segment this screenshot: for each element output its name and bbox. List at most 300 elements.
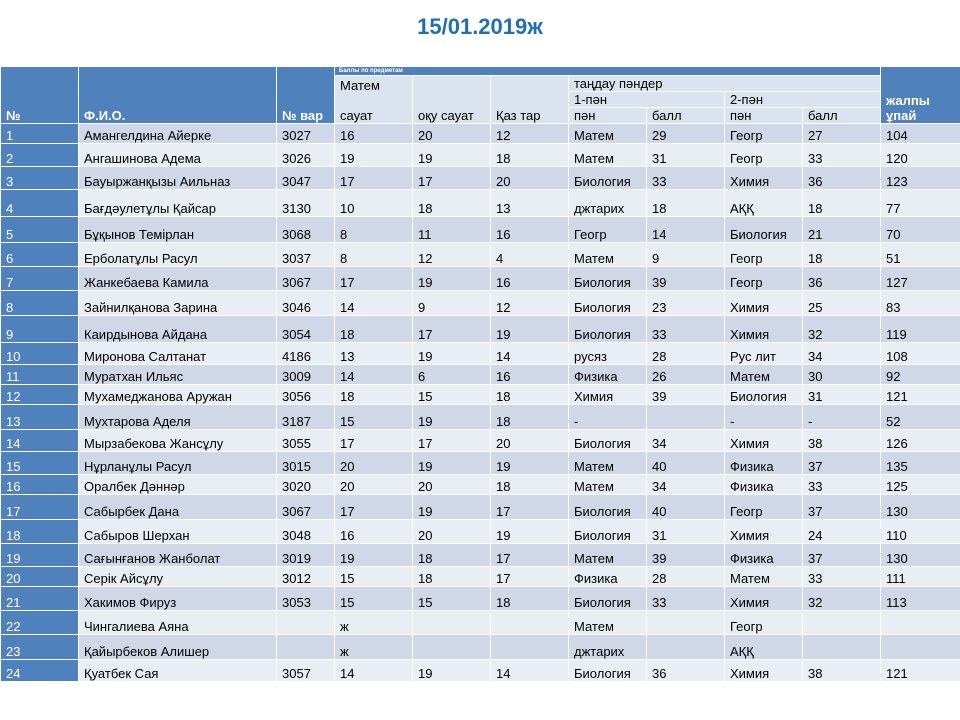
cell-subject2: Геогр	[725, 124, 803, 144]
cell-name: Амангелдина Айерке	[79, 124, 277, 144]
cell-math-literacy: 14	[335, 291, 413, 316]
cell-subject1: джтарих	[569, 635, 647, 660]
cell-subject1-score: 26	[647, 365, 725, 385]
cell-subject1: Физика	[569, 365, 647, 385]
cell-variant: 3054	[277, 316, 335, 343]
cell-subject1: Биология	[569, 495, 647, 520]
header-name: Ф.И.О.	[79, 67, 277, 124]
cell-name: Мухамеджанова Аружан	[79, 385, 277, 405]
cell-variant: 3056	[277, 385, 335, 405]
cell-total: 113	[881, 587, 960, 611]
cell-subject2: Химия	[725, 430, 803, 452]
cell-math-literacy: 13	[335, 343, 413, 365]
cell-subject2: Биология	[725, 217, 803, 243]
cell-subject2: АҚҚ	[725, 635, 803, 660]
cell-subject2-score: 32	[803, 316, 881, 343]
cell-math-literacy: 16	[335, 520, 413, 544]
cell-history: 16	[491, 365, 569, 385]
cell-subject1-score: 29	[647, 124, 725, 144]
cell-subject2: Химия	[725, 587, 803, 611]
cell-name: Зайнилқанова Зарина	[79, 291, 277, 316]
cell-variant: 3047	[277, 167, 335, 190]
cell-subject2-score: 18	[803, 190, 881, 217]
table-row	[1, 343, 960, 365]
cell-math-literacy: 10	[335, 190, 413, 217]
cell-math-literacy: 14	[335, 660, 413, 682]
cell-subject1-score	[647, 405, 725, 430]
cell-subject2-score: 31	[803, 385, 881, 405]
cell-name: Ангашинова Адема	[79, 144, 277, 167]
cell-history: 17	[491, 495, 569, 520]
cell-total: 121	[881, 385, 960, 405]
cell-reading-literacy: 17	[413, 167, 491, 190]
cell-no: 7	[1, 267, 79, 291]
cell-subject2-score: 18	[803, 243, 881, 267]
table-row	[1, 544, 960, 567]
cell-variant: 4186	[277, 343, 335, 365]
cell-no: 21	[1, 587, 79, 611]
cell-math-literacy: 15	[335, 405, 413, 430]
cell-no: 24	[1, 660, 79, 682]
cell-subject2-score: 27	[803, 124, 881, 144]
cell-subject1-score: 9	[647, 243, 725, 267]
cell-reading-literacy: 19	[413, 267, 491, 291]
cell-math-literacy: 17	[335, 430, 413, 452]
cell-subject2: Биология	[725, 385, 803, 405]
cell-history: 17	[491, 567, 569, 587]
cell-subject1-score: 34	[647, 475, 725, 495]
cell-subject1: Матем	[569, 452, 647, 475]
header-subject1-name: пән	[569, 108, 647, 124]
cell-variant: 3130	[277, 190, 335, 217]
cell-subject2: Химия	[725, 167, 803, 190]
cell-subject1-score: 39	[647, 544, 725, 567]
cell-reading-literacy: 19	[413, 495, 491, 520]
cell-subject1: Биология	[569, 267, 647, 291]
cell-reading-literacy	[413, 635, 491, 660]
cell-math-literacy: 17	[335, 495, 413, 520]
table-row	[1, 495, 960, 520]
cell-no: 17	[1, 495, 79, 520]
table-row	[1, 430, 960, 452]
cell-history: 16	[491, 267, 569, 291]
cell-variant: 3067	[277, 267, 335, 291]
cell-reading-literacy: 9	[413, 291, 491, 316]
cell-subject2: Геогр	[725, 611, 803, 635]
cell-subject2: -	[725, 405, 803, 430]
cell-subject1-score: 36	[647, 660, 725, 682]
cell-variant: 3057	[277, 660, 335, 682]
cell-subject2-score: 38	[803, 430, 881, 452]
table-row	[1, 190, 960, 217]
cell-total: 92	[881, 365, 960, 385]
cell-total: 120	[881, 144, 960, 167]
cell-math-literacy: 8	[335, 243, 413, 267]
cell-subject2: Геогр	[725, 144, 803, 167]
cell-no: 8	[1, 291, 79, 316]
header-math-literacy	[335, 76, 413, 124]
cell-subject1-score: 31	[647, 520, 725, 544]
cell-math-literacy: 19	[335, 144, 413, 167]
cell-reading-literacy: 17	[413, 430, 491, 452]
cell-subject1-score	[647, 611, 725, 635]
header-subject2-score: балл	[803, 108, 881, 124]
cell-name: Оралбек Дәннәр	[79, 475, 277, 495]
cell-subject1-score: 28	[647, 567, 725, 587]
cell-subject1: Химия	[569, 385, 647, 405]
cell-history	[491, 611, 569, 635]
cell-no: 19	[1, 544, 79, 567]
table-row	[1, 635, 960, 660]
cell-reading-literacy: 15	[413, 587, 491, 611]
table-row	[1, 520, 960, 544]
results-table	[0, 66, 960, 682]
cell-no: 20	[1, 567, 79, 587]
cell-subject1: Биология	[569, 430, 647, 452]
cell-subject2: АҚҚ	[725, 190, 803, 217]
cell-subject1-score: 28	[647, 343, 725, 365]
cell-name: Муратхан Ильяс	[79, 365, 277, 385]
cell-name: Бұқынов Темірлан	[79, 217, 277, 243]
cell-name: Ерболатұлы Расул	[79, 243, 277, 267]
cell-subject1-score: 31	[647, 144, 725, 167]
cell-name: Мухтарова Аделя	[79, 405, 277, 430]
cell-total	[881, 635, 960, 660]
cell-subject2: Геогр	[725, 495, 803, 520]
cell-name: Мырзабекова Жансұлу	[79, 430, 277, 452]
table-row	[1, 385, 960, 405]
cell-total: 125	[881, 475, 960, 495]
table-row	[1, 267, 960, 291]
cell-subject1: -	[569, 405, 647, 430]
cell-subject1-score: 33	[647, 316, 725, 343]
table-row	[1, 587, 960, 611]
cell-history: 12	[491, 291, 569, 316]
table-row	[1, 167, 960, 190]
cell-history: 14	[491, 660, 569, 682]
cell-math-literacy: 18	[335, 316, 413, 343]
cell-reading-literacy: 20	[413, 475, 491, 495]
cell-name: Қайырбеков Алишер	[79, 635, 277, 660]
cell-math-literacy: ж	[335, 611, 413, 635]
header-no: №	[1, 67, 79, 124]
cell-name: Жанкебаева Камила	[79, 267, 277, 291]
cell-name: Бауыржанқызы Аильназ	[79, 167, 277, 190]
cell-subject2-score: 30	[803, 365, 881, 385]
cell-math-literacy: 20	[335, 475, 413, 495]
table-header	[1, 67, 960, 124]
cell-total: 123	[881, 167, 960, 190]
cell-variant: 3055	[277, 430, 335, 452]
cell-history: 19	[491, 316, 569, 343]
cell-subject2-score: 34	[803, 343, 881, 365]
cell-no: 14	[1, 430, 79, 452]
cell-variant: 3068	[277, 217, 335, 243]
cell-no: 4	[1, 190, 79, 217]
header-total-line2: ұпай	[886, 108, 917, 123]
cell-subject2-score: 37	[803, 495, 881, 520]
cell-subject1: Матем	[569, 544, 647, 567]
cell-reading-literacy: 12	[413, 243, 491, 267]
header-math-literacy-line2: сауат	[340, 108, 373, 123]
cell-subject2: Химия	[725, 660, 803, 682]
cell-name: Сабыров Шерхан	[79, 520, 277, 544]
cell-reading-literacy: 17	[413, 316, 491, 343]
header-subject1-score: балл	[647, 108, 725, 124]
cell-no: 18	[1, 520, 79, 544]
cell-subject1: Биология	[569, 587, 647, 611]
cell-math-literacy: 17	[335, 267, 413, 291]
cell-reading-literacy: 19	[413, 452, 491, 475]
cell-subject2-score	[803, 611, 881, 635]
header-subject1: 1-пән	[569, 92, 725, 108]
cell-subject2: Химия	[725, 316, 803, 343]
cell-total: 126	[881, 430, 960, 452]
cell-history: 20	[491, 430, 569, 452]
cell-subject2-score: 38	[803, 660, 881, 682]
cell-subject1: Геогр	[569, 217, 647, 243]
cell-variant: 3067	[277, 495, 335, 520]
cell-math-literacy: 15	[335, 567, 413, 587]
cell-no: 16	[1, 475, 79, 495]
cell-history: 18	[491, 475, 569, 495]
cell-subject1-score: 33	[647, 587, 725, 611]
cell-no: 13	[1, 405, 79, 430]
cell-subject1-score: 14	[647, 217, 725, 243]
cell-variant: 3009	[277, 365, 335, 385]
cell-variant: 3048	[277, 520, 335, 544]
cell-reading-literacy: 20	[413, 124, 491, 144]
cell-total: 119	[881, 316, 960, 343]
cell-subject1: Биология	[569, 167, 647, 190]
cell-subject2-score: 36	[803, 167, 881, 190]
cell-subject1-score	[647, 635, 725, 660]
table-row	[1, 316, 960, 343]
cell-total: 121	[881, 660, 960, 682]
cell-subject2-score: 21	[803, 217, 881, 243]
cell-variant: 3187	[277, 405, 335, 430]
header-variant: № вар	[277, 67, 335, 124]
cell-subject1: Биология	[569, 520, 647, 544]
cell-subject1-score: 23	[647, 291, 725, 316]
cell-total: 104	[881, 124, 960, 144]
cell-subject1: Физика	[569, 567, 647, 587]
cell-total: 52	[881, 405, 960, 430]
table-row	[1, 124, 960, 144]
cell-subject2-score: 37	[803, 452, 881, 475]
cell-variant: 3019	[277, 544, 335, 567]
cell-subject2-score: 32	[803, 587, 881, 611]
cell-reading-literacy	[413, 611, 491, 635]
cell-name: Сағынғанов Жанболат	[79, 544, 277, 567]
cell-no: 3	[1, 167, 79, 190]
cell-math-literacy: 20	[335, 452, 413, 475]
cell-variant: 3020	[277, 475, 335, 495]
cell-name: Нұрланұлы Расул	[79, 452, 277, 475]
cell-reading-literacy: 19	[413, 660, 491, 682]
header-subject2: 2-пән	[725, 92, 881, 108]
cell-math-literacy: 8	[335, 217, 413, 243]
table-row	[1, 291, 960, 316]
cell-reading-literacy: 6	[413, 365, 491, 385]
cell-name: Миронова Салтанат	[79, 343, 277, 365]
table-row	[1, 217, 960, 243]
cell-total: 51	[881, 243, 960, 267]
cell-no: 12	[1, 385, 79, 405]
header-subject2-name: пән	[725, 108, 803, 124]
cell-variant: 3027	[277, 124, 335, 144]
cell-subject1: Матем	[569, 475, 647, 495]
header-reading-literacy: оқу сауат	[413, 76, 491, 124]
cell-variant: 3026	[277, 144, 335, 167]
cell-subject1: Биология	[569, 291, 647, 316]
cell-subject2: Физика	[725, 452, 803, 475]
cell-no: 11	[1, 365, 79, 385]
cell-no: 10	[1, 343, 79, 365]
cell-total: 111	[881, 567, 960, 587]
cell-subject2: Матем	[725, 365, 803, 385]
cell-subject2-score: 33	[803, 567, 881, 587]
cell-subject2: Геогр	[725, 243, 803, 267]
cell-reading-literacy: 18	[413, 544, 491, 567]
cell-history: 12	[491, 124, 569, 144]
cell-subject2-score: 33	[803, 144, 881, 167]
cell-history: 19	[491, 520, 569, 544]
cell-subject1: Биология	[569, 316, 647, 343]
table-row	[1, 567, 960, 587]
cell-reading-literacy: 20	[413, 520, 491, 544]
cell-total: 83	[881, 291, 960, 316]
cell-subject2-score: 25	[803, 291, 881, 316]
cell-variant	[277, 635, 335, 660]
cell-math-literacy: 17	[335, 167, 413, 190]
header-total	[881, 67, 960, 124]
cell-total: 127	[881, 267, 960, 291]
table-row	[1, 243, 960, 267]
cell-history: 14	[491, 343, 569, 365]
cell-no: 22	[1, 611, 79, 635]
cell-no: 9	[1, 316, 79, 343]
cell-subject1-score: 40	[647, 495, 725, 520]
cell-reading-literacy: 19	[413, 144, 491, 167]
header-math-literacy-line1: Матем	[340, 78, 380, 93]
cell-subject2-score: 33	[803, 475, 881, 495]
cell-subject1-score: 39	[647, 267, 725, 291]
cell-history: 19	[491, 452, 569, 475]
cell-total: 108	[881, 343, 960, 365]
table-row	[1, 144, 960, 167]
cell-history: 13	[491, 190, 569, 217]
cell-history: 17	[491, 544, 569, 567]
table-row	[1, 405, 960, 430]
cell-subject1: Матем	[569, 144, 647, 167]
cell-math-literacy: 15	[335, 587, 413, 611]
cell-subject2-score: 36	[803, 267, 881, 291]
cell-history: 18	[491, 587, 569, 611]
cell-subject2: Физика	[725, 475, 803, 495]
cell-subject1: Матем	[569, 243, 647, 267]
cell-no: 6	[1, 243, 79, 267]
cell-math-literacy: 16	[335, 124, 413, 144]
cell-math-literacy: 19	[335, 544, 413, 567]
cell-reading-literacy: 15	[413, 385, 491, 405]
cell-math-literacy: 18	[335, 385, 413, 405]
cell-history	[491, 635, 569, 660]
cell-variant: 3037	[277, 243, 335, 267]
cell-subject1: русяз	[569, 343, 647, 365]
cell-no: 2	[1, 144, 79, 167]
cell-name: Қуатбек Сая	[79, 660, 277, 682]
cell-reading-literacy: 18	[413, 190, 491, 217]
table-row	[1, 611, 960, 635]
cell-subject1: Матем	[569, 124, 647, 144]
cell-subject2: Химия	[725, 520, 803, 544]
cell-math-literacy: ж	[335, 635, 413, 660]
cell-subject1: Биология	[569, 660, 647, 682]
header-elective: таңдау пәндер	[569, 76, 881, 92]
table-row	[1, 660, 960, 682]
cell-variant: 3053	[277, 587, 335, 611]
cell-total: 130	[881, 544, 960, 567]
cell-subject1-score: 34	[647, 430, 725, 452]
table-row	[1, 452, 960, 475]
cell-history: 18	[491, 385, 569, 405]
cell-history: 4	[491, 243, 569, 267]
cell-subject1-score: 18	[647, 190, 725, 217]
cell-name: Чингалиева Аяна	[79, 611, 277, 635]
cell-name: Каирдынова Айдана	[79, 316, 277, 343]
table-body	[1, 124, 960, 682]
cell-no: 23	[1, 635, 79, 660]
cell-total: 130	[881, 495, 960, 520]
cell-subject2: Химия	[725, 291, 803, 316]
cell-name: Бағдәулетұлы Қайсар	[79, 190, 277, 217]
cell-subject1-score: 40	[647, 452, 725, 475]
header-history: Қаз тар	[491, 76, 569, 124]
cell-no: 5	[1, 217, 79, 243]
cell-history: 20	[491, 167, 569, 190]
cell-total	[881, 611, 960, 635]
table-row	[1, 475, 960, 495]
cell-reading-literacy: 18	[413, 567, 491, 587]
cell-reading-literacy: 19	[413, 405, 491, 430]
cell-history: 18	[491, 405, 569, 430]
cell-subject2: Физика	[725, 544, 803, 567]
cell-reading-literacy: 19	[413, 343, 491, 365]
cell-subject1: джтарих	[569, 190, 647, 217]
header-total-line1: жалпы	[886, 93, 930, 108]
cell-variant	[277, 611, 335, 635]
cell-variant: 3012	[277, 567, 335, 587]
cell-name: Серік Айсұлу	[79, 567, 277, 587]
header-subjects-group: Баллы по предметам	[335, 67, 881, 76]
cell-subject1: Матем	[569, 611, 647, 635]
cell-subject2: Матем	[725, 567, 803, 587]
cell-subject2: Рус лит	[725, 343, 803, 365]
cell-no: 1	[1, 124, 79, 144]
cell-total: 110	[881, 520, 960, 544]
cell-variant: 3046	[277, 291, 335, 316]
cell-subject1-score: 33	[647, 167, 725, 190]
cell-subject2-score: 37	[803, 544, 881, 567]
page-title: 15/01.2019ж	[417, 14, 543, 39]
cell-subject2-score: 24	[803, 520, 881, 544]
cell-subject2-score	[803, 635, 881, 660]
cell-subject1-score: 39	[647, 385, 725, 405]
cell-variant: 3015	[277, 452, 335, 475]
cell-subject2: Геогр	[725, 267, 803, 291]
cell-total: 70	[881, 217, 960, 243]
